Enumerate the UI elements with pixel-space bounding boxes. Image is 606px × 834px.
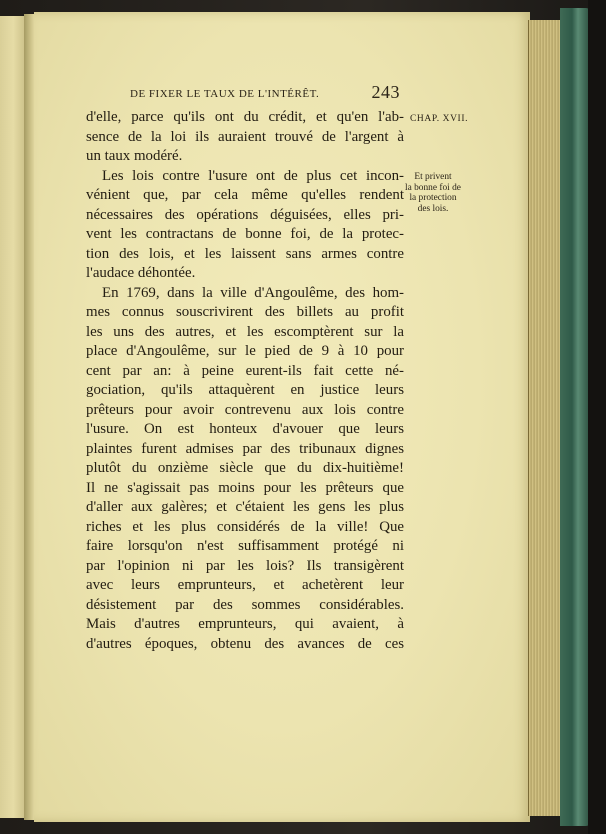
text-line: riches et les plus considérés de la ville! Que [86,518,404,535]
marginal-note-line: la bonne foi de [405,182,461,193]
text-line: Il ne s'agissait pas moins pour les prêteurs que [86,479,404,496]
text-line: l'usure. On est honteux d'avouer que leurs [86,421,404,437]
page-number: 243 [371,82,400,102]
text-line: les uns des autres, et les escomptèrent sur la [86,323,404,340]
page-block-edges [528,20,563,816]
text-line: tion des lois, et les laissent sans armes contre [86,245,404,262]
text-line: Mais d'autres emprunteurs, qui avaient, à [86,616,404,632]
text-line: plutôt du onzième siècle que du dix-huitième! [86,460,404,476]
text-line: En 1769, dans la ville d'Angoulême, des hom- [102,284,404,301]
text-line: d'aller aux galères; et c'étaient les gens les plus [86,499,404,515]
marginal-note-line: des lois. [417,203,449,214]
text-line: cent par an: à peine eurent-ils fait cette né- [86,362,404,379]
running-head: DE FIXER LE TAUX DE L'INTÉRÊT. [130,88,320,100]
text-line: plaintes furent admises par des tribunaux dignes [86,440,404,457]
text-line: gociation, qu'ils attaquèrent en justice leurs [86,382,404,398]
body-text [86,108,404,654]
text-line: prêteurs pour avoir contrevenu aux lois contre [86,401,404,418]
book-cover [560,8,590,826]
facing-page-edge [0,16,25,818]
text-line: place d'Angoulême, sur le pied de 9 à 10 pour [86,343,404,359]
text-line: vent les contractans de bonne foi, de la protec- [86,226,404,242]
text-line: avec leurs emprunteurs, et achetèrent leur [86,577,404,593]
text-line: d'elle, parce qu'ils ont du crédit, et qu'en l'ab- [86,109,404,125]
text-line: faire lorsqu'on n'est suffisamment protégé ni [86,538,404,554]
text-line: Les lois contre l'usure ont de plus cet incon- [102,167,404,184]
scan-border [588,0,606,834]
text-line: sence de la loi ils auraient trouvé de l'argent à [86,128,404,145]
text-line: vénient que, par cela même qu'elles rendent [86,187,404,203]
marginal-note-line: Et privent [414,172,452,182]
marginal-note-line: la protection [409,193,457,203]
chapter-marginal: CHAP. XVII. [410,114,469,124]
text-line: par l'opinion ni par les lois? Ils transigèrent [86,557,404,574]
text-line: d'autres époques, obtenu des avances de ces [86,635,404,652]
text-line: désistement par des sommes considérables. [86,596,404,613]
text-line: mes connus souscrivirent des billets au profit [86,304,404,320]
text-line: un taux modéré. [86,148,183,164]
marginal-note [398,172,468,214]
text-line: nécessaires des opérations déguisées, elles pri- [86,206,404,223]
text-line: l'audace déhontée. [86,265,196,281]
page-header [130,84,400,106]
